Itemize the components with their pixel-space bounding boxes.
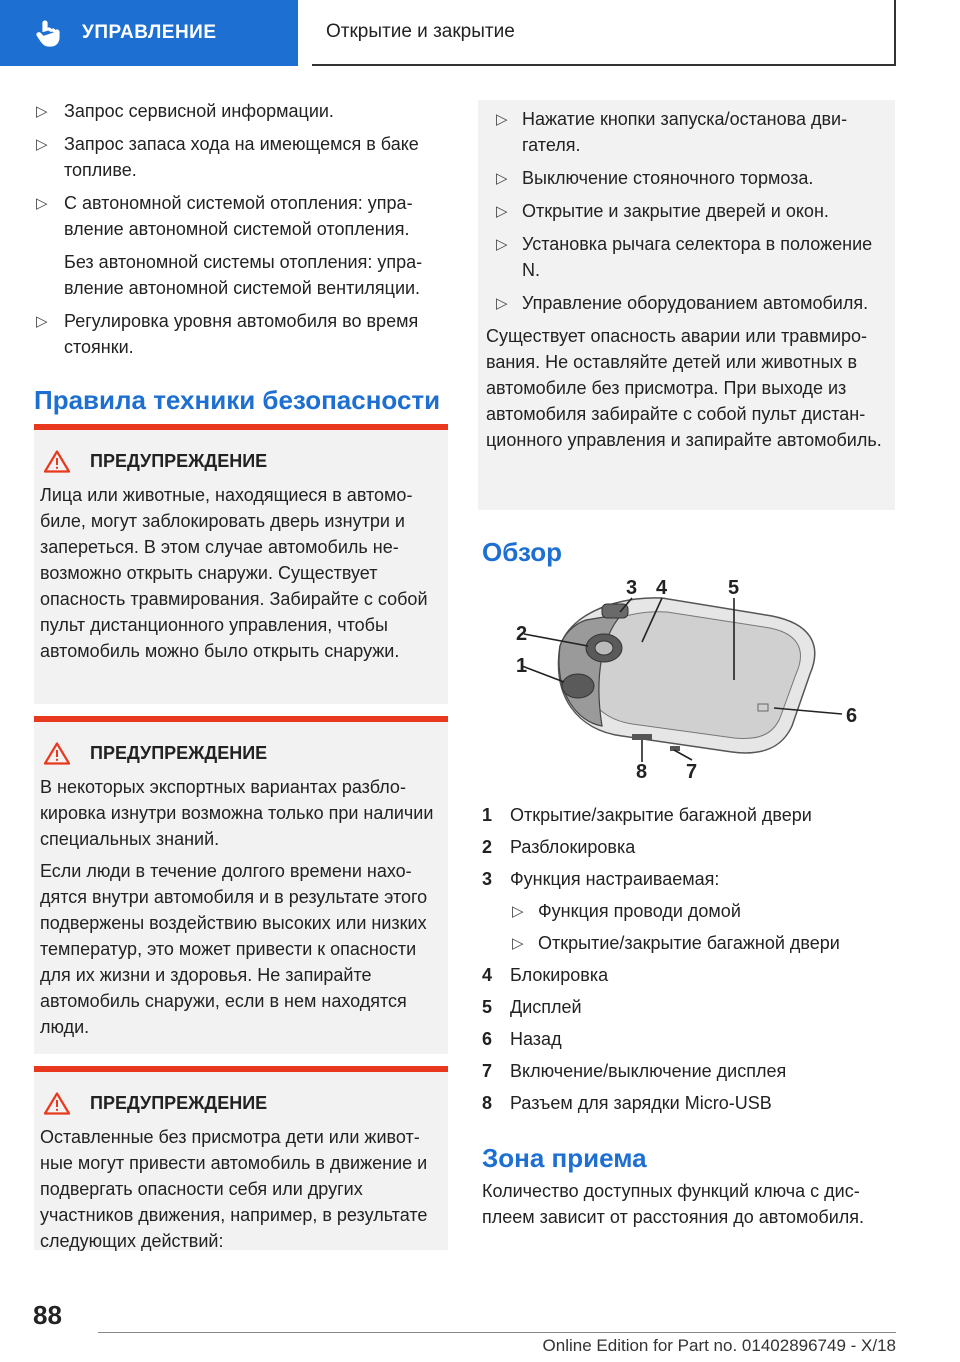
warning-title: ПРЕДУПРЕЖДЕНИЕ [44,740,440,766]
bullet-triangle-icon: ▷ [496,295,508,312]
legend-item: 1 Открытие/закрытие багажной двери [482,805,812,825]
figure-label-6: 6 [846,705,858,727]
reception-zone-text: Количество доступных функций ключа с дисплеем зависит от расстояния до автомобиля. [482,1181,864,1227]
footer-divider [98,1332,896,1333]
figure-label-2: 2 [516,623,528,645]
left-column [34,98,448,416]
bullet-triangle-icon: ▷ [36,195,48,212]
header-section-tab[interactable] [0,0,298,66]
bullet-item: ▷ С автономной системой отопления: управление автономной системой отопления. [36,193,413,239]
warning-text: Если люди в течение долгого времени находятся внутри автомобиля и в результате этого подвержены воздействию высоких или низких температур, это может привести к опасности для их жизни и здоровья. Не запирайте автомобиль снаружи, если в нем находятся люди. [40,861,428,1037]
bullet-item: ▷ Запрос запаса хода на имеющемся в баке топливе. [36,134,419,180]
display-key-illustration [482,576,895,798]
legend-item: 6 Назад [482,1029,562,1049]
warning-text: Существует опасность аварии или травмирования. Не оставляйте детей или животных в автомобиле без присмотра. При выходе из автомобиля забирайте с собой пульт дистанционного управления и запирайте автомобиль. [486,326,882,450]
legend-item: 8 Разъем для зарядки Micro-USB [482,1093,772,1113]
right-column [482,100,895,1230]
header-section-label: УПРАВЛЕНИЕ [82,22,217,43]
figure-label-3: 3 [626,577,638,599]
figure-label-4: 4 [656,577,668,599]
bullet-item: ▷ Установка рычага селектора в положение N. [496,234,873,280]
bullet-item: ▷ Нажатие кнопки запуска/останова двигателя. [496,109,848,155]
legend-item: 5 Дисплей [482,997,582,1017]
bullet-item: ▷ Запрос сервисной информации. [34,98,448,124]
bullet-triangle-icon: ▷ [512,935,524,952]
legend-item: 4 Блокировка [482,965,609,985]
bullet-item: ▷ Управление оборудованием автомобиля. [482,290,885,316]
legend-subitem: ▷ Функция проводи домой [482,898,895,924]
bullet-triangle-icon: ▷ [496,203,508,220]
page-number: 88 [33,1300,62,1330]
warning-box-3 [34,1066,448,1250]
warning-triangle-icon [44,450,70,473]
warning-triangle-icon [44,742,70,765]
warning-title: ПРЕДУПРЕЖДЕНИЕ [44,448,440,474]
bullet-triangle-icon: ▷ [496,236,508,253]
bullet-triangle-icon: ▷ [36,103,48,120]
legend-subitem: ▷ Открытие/закрытие багажной двери [482,930,895,956]
section-title-reception-zone: Зона приема [482,1143,647,1173]
bullet-triangle-icon: ▷ [496,111,508,128]
hand-pointer-icon [34,18,64,48]
figure-label-8: 8 [636,761,648,783]
legend-item: 7 Включение/выключение дисплея [482,1061,787,1081]
warning-text: Лица или животные, находящиеся в автомобиле, могут заблокировать дверь изнутри и запереться. В этом случае автомобиль невозможно открыть снаружи. Существует опасность травмирования. Забирайте с собой пульт дистанционного управления, чтобы автомобиль можно было открыть снаружи. [40,485,428,661]
bullet-triangle-icon: ▷ [36,313,48,330]
legend-item: 2 Разблокировка [482,837,636,857]
warning-box-1 [34,424,448,704]
header-chapter [312,0,896,66]
bullet-item: ▷ Открытие и закрытие дверей и окон. [482,198,885,224]
section-title-safety: Правила техники безопасности [34,385,441,415]
warning-text: В некоторых экспортных вариантах разблокировка изнутри возможна только при наличии специальных знаний. [40,777,434,849]
bullet-triangle-icon: ▷ [512,903,524,920]
section-title-overview: Обзор [482,537,562,567]
header-chapter-label: Открытие и закрытие [326,21,515,42]
bullet-item: ▷ Выключение стояночного тормоза. [482,165,885,191]
figure-legend [482,802,895,1116]
legend-item: 3 Функция настраиваемая: [482,869,720,889]
figure-label-5: 5 [728,577,740,599]
warning-triangle-icon [44,1092,70,1115]
warning-box-2 [34,716,448,1054]
figure-label-7: 7 [686,761,698,783]
display-key-figure [482,576,895,798]
warning-title: ПРЕДУПРЕЖДЕНИЕ [44,1090,440,1116]
footer-edition-link[interactable]: Online Edition for Part no. 01402896749 - X/18 [542,1336,896,1355]
bullet-item: ▷ Регулировка уровня автомобиля во время стоянки. [36,311,419,357]
bullet-triangle-icon: ▷ [496,170,508,187]
warning-continuation-box [478,100,895,510]
figure-label-1: 1 [516,655,528,677]
warning-text: Оставленные без присмотра дети или животные могут привести автомобиль в движение и подвергать опасности себя или других участников движения, например, в результате следующих действий: [40,1127,428,1251]
indent-paragraph: Без автономной системы отопления: управление автономной системой вентиляции. [64,252,423,298]
bullet-triangle-icon: ▷ [36,136,48,153]
